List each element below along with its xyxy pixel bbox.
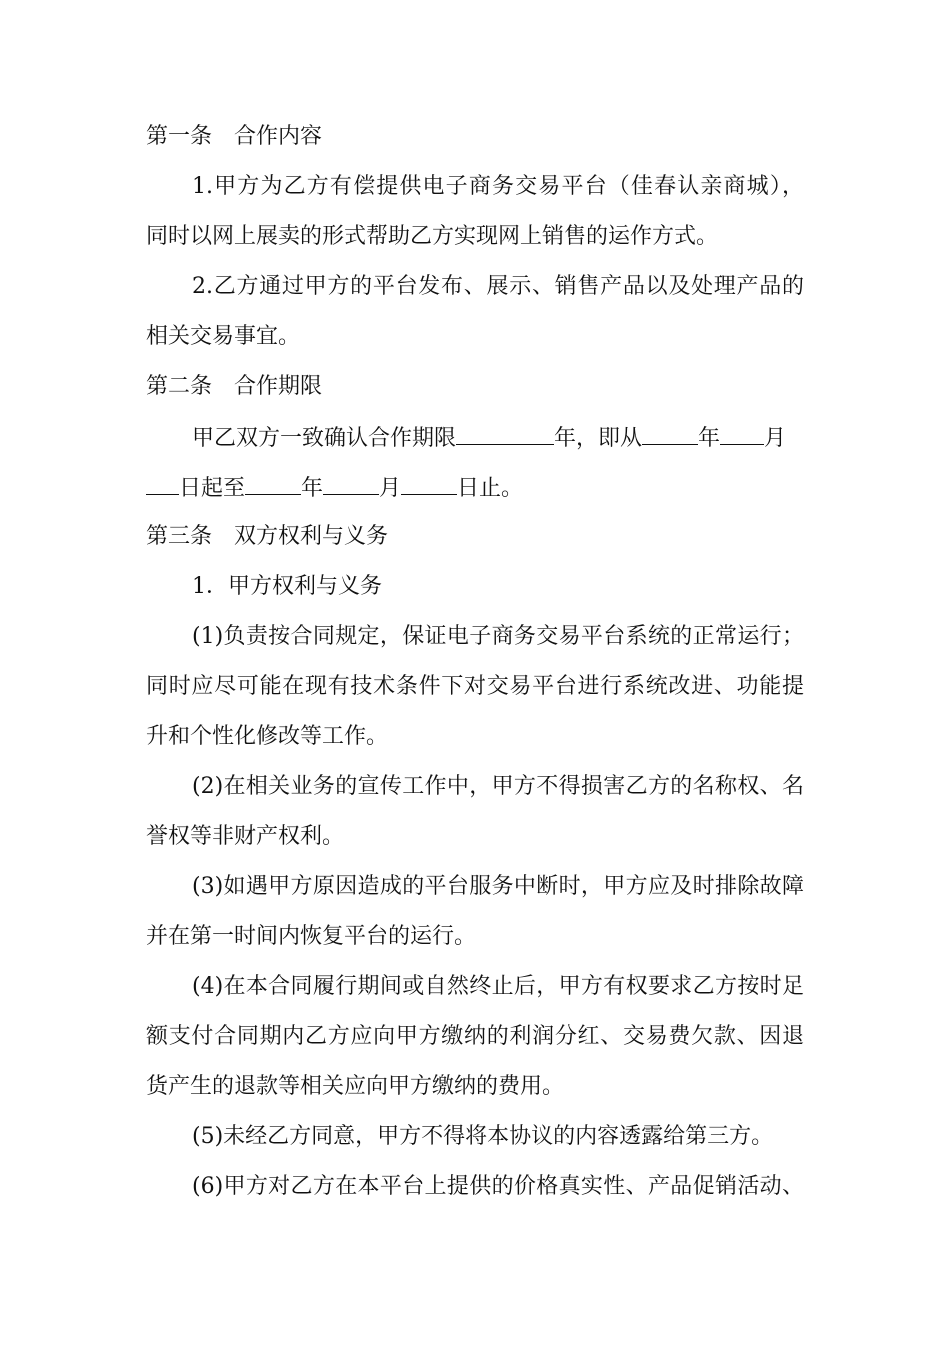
end-day-blank bbox=[401, 472, 457, 495]
item5-line1: (5)未经乙方同意，甲方不得将本协议的内容透露给第三方。 bbox=[192, 1124, 774, 1149]
term-text-d: 月 bbox=[764, 426, 787, 451]
term-years-blank bbox=[456, 422, 554, 445]
article2-heading: 第二条 合作期限 bbox=[146, 374, 323, 399]
item1-line1: (1)负责按合同规定，保证电子商务交易平台系统的正常运行； bbox=[192, 624, 804, 649]
term-text-g: 月 bbox=[379, 476, 402, 501]
article1-paragraph1-line1: 1.甲方为乙方有偿提供电子商务交易平台（佳春认亲商城）， bbox=[192, 174, 804, 199]
term-text-c: 年 bbox=[698, 426, 721, 451]
end-year-blank bbox=[245, 472, 301, 495]
article3-heading: 第三条 双方权利与义务 bbox=[146, 524, 389, 549]
item6-line1: (6)甲方对乙方在本平台上提供的价格真实性、产品促销活动、 bbox=[192, 1174, 804, 1199]
item2-line2: 誉权等非财产权利。 bbox=[146, 824, 345, 849]
term-text-b: 年，即从 bbox=[554, 426, 643, 451]
article1-paragraph2-line1: 2.乙方通过甲方的平台发布、展示、销售产品以及处理产品的 bbox=[192, 274, 804, 299]
article1-heading: 第一条 合作内容 bbox=[146, 124, 323, 149]
start-year-blank bbox=[642, 422, 698, 445]
end-month-blank bbox=[323, 472, 379, 495]
article1-paragraph1-line2: 同时以网上展卖的形式帮助乙方实现网上销售的运作方式。 bbox=[146, 224, 719, 249]
article2-term-line1 bbox=[192, 422, 786, 452]
item4-line2: 额支付合同期内乙方应向甲方缴纳的利润分红、交易费欠款、因退 bbox=[146, 1024, 804, 1049]
item2-line1: (2)在相关业务的宣传工作中，甲方不得损害乙方的名称权、名 bbox=[192, 774, 804, 799]
article3-sub-heading: 1．甲方权利与义务 bbox=[192, 574, 382, 599]
article1-paragraph2-line2: 相关交易事宜。 bbox=[146, 324, 301, 349]
term-text-e: 日起至 bbox=[179, 476, 246, 501]
item4-line1: (4)在本合同履行期间或自然终止后，甲方有权要求乙方按时足 bbox=[192, 974, 804, 999]
term-text-h: 日止。 bbox=[457, 476, 524, 501]
term-text-f: 年 bbox=[301, 476, 324, 501]
item3-line1: (3)如遇甲方原因造成的平台服务中断时，甲方应及时排除故障 bbox=[192, 874, 804, 899]
item1-line3: 升和个性化修改等工作。 bbox=[146, 724, 389, 749]
item3-line2: 并在第一时间内恢复平台的运行。 bbox=[146, 924, 477, 949]
start-day-blank bbox=[146, 472, 179, 495]
item4-line3: 货产生的退款等相关应向甲方缴纳的费用。 bbox=[146, 1074, 565, 1099]
start-month-blank bbox=[720, 422, 764, 445]
term-text-a: 甲乙双方一致确认合作期限 bbox=[192, 426, 457, 451]
article2-term-line2 bbox=[146, 472, 523, 502]
item1-line2: 同时应尽可能在现有技术条件下对交易平台进行系统改进、功能提 bbox=[146, 674, 804, 699]
